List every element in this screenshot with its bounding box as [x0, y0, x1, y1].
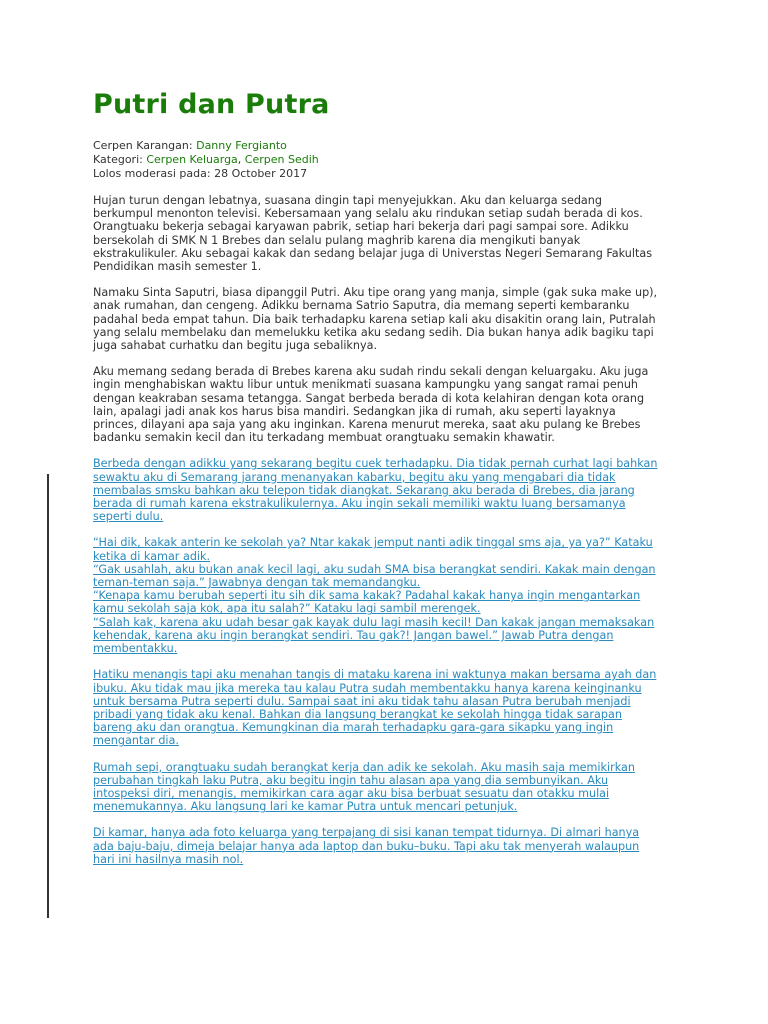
category-line [93, 153, 663, 167]
category-separator: , [237, 153, 242, 166]
category-label: Kategori: [93, 153, 143, 166]
quoted-paragraph: “Hai dik, kakak anterin ke sekolah ya? Ntar kakak jemput nanti adik tinggal sms aja, ya ya?” Kataku ketika di kamar adik. “Gak usahlah, aku bukan anak kecil lagi, aku sudah SMA bisa berangkat sendiri. Kakak main dengan teman-teman saja.” Jawabnya dengan tak memandangku. “Kenapa kamu berubah seperti itu sih dik sama kakak? Padahal kakak hanya ingin mengantarkan kamu sekolah saja kok, apa itu salah?” Kataku lagi sambil merengek. “Salah kak, karena aku udah besar gak kayak dulu lagi masih kecil! Dan kakak jangan memaksakan kehendak, karena aku ingin berangkat sendiri. Tau gak?! Jangan bawel.” Jawab Putra dengan membentakku. [93, 536, 656, 656]
category-link-sedih[interactable]: Cerpen Sedih [244, 153, 319, 166]
quoted-paragraph: Di kamar, hanya ada foto keluarga yang terpajang di sisi kanan tempat tidurnya. Di almari hanya ada baju-baju, dimeja belajar hanya ada laptop dan buku–buku. Tapi aku tak menyerah walaupun hari ini hasilnya masih nol. [93, 826, 640, 866]
quoted-paragraph: Berbeda dengan adikku yang sekarang begitu cuek terhadapku. Dia tidak pernah curhat lagi bahkan sewaktu aku di Semarang jarang menanyakan kabarku, begitu aku yang mengabari dia tidak membalas smsku bahkan aku telepon tidak diangkat. Sekarang aku berada di Brebes, dia jarang berada di rumah karena ekstrakulikulernya. Aku ingin sekali memiliki waktu luang bersamanya seperti dulu. [93, 457, 658, 524]
paragraph: Hujan turun dengan lebatnya, suasana dingin tapi menyejukkan. Aku dan keluarga sedang berkumpul menonton televisi. Kebersamaan yang selalu aku rindukan setiap sudah berada di kos. Orangtuaku bekerja sebagai karyawan pabrik, setiap hari bekerja dari pagi sampai sore. Adikku bersekolah di SMK N 1 Brebes dan selalu pulang maghrib karena dia mengikuti banyak ekstrakulikuler. Aku sebagai kakak dan sedang belajar juga di Universtas Negeri Semarang Fakultas Pendidikan masih semester 1. [93, 194, 653, 274]
author-line [93, 139, 663, 153]
moderation-date: Lolos moderasi pada: 28 October 2017 [93, 167, 308, 180]
quoted-paragraph: Rumah sepi, orangtuaku sudah berangkat kerja dan adik ke sekolah. Aku masih saja memikirkan perubahan tingkah laku Putra, aku begitu ingin tahu alasan apa yang dia sembunyikan. Aku intospeksi diri, menangis, memikirkan cara agar aku bisa berbuat sesuatu dan otakku mulai menemukannya. Aku langsung lari ke kamar Putra untuk mencari petunjuk. [93, 760, 635, 814]
article-meta [93, 139, 663, 181]
author-link[interactable]: Danny Fergianto [196, 139, 287, 152]
article-title: Putri dan Putra [93, 89, 330, 120]
author-label: Cerpen Karangan: [93, 139, 193, 152]
article [93, 88, 663, 866]
quoted-paragraph: Hatiku menangis tapi aku menahan tangis di mataku karena ini waktunya makan bersama ayah dan ibuku. Aku tidak mau jika mereka tau kalau Putra sudah membentakku hanya karena keinginanku untuk bersama Putra seperti dulu. Sampai saat ini aku tidak tahu alasan Putra berubah menjadi pribadi yang tidak aku kenal. Bahkan dia langsung berangkat ke sekolah hingga tidak sarapan bareng aku dan orangtua. Kemungkinan dia marah terhadapku gara-gara sikapku yang ingin mengantar dia. [93, 668, 657, 748]
paragraph: Aku memang sedang berada di Brebes karena aku sudah rindu sekali dengan keluargaku. Aku juga ingin menghabiskan waktu libur untuk menikmati suasana kampungku yang sangat ramai penuh dengan keakraban sesama tetangga. Sangat berbeda berada di kota kelahiran dengan kota orang lain, apalagi jadi anak kos harus bisa mandiri. Sedangkan jika di rumah, aku seperti layaknya princes, dilayani apa saja yang aku inginkan. Karena menurut mereka, saat aku pulang ke Brebes badanku semakin kecil dan itu terkadang membuat orangtuaku semakin khawatir. [93, 365, 649, 445]
quote-bar [47, 474, 49, 918]
quoted-section [93, 457, 663, 865]
paragraph: Namaku Sinta Saputri, biasa dipanggil Putri. Aku tipe orang yang manja, simple (gak suka make up), anak rumahan, dan cengeng. Adikku bernama Satrio Saputra, dia memang seperti kembaranku padahal beda empat tahun. Dia baik terhadapku karena setiap kali aku disakitin orang lain, Putralah yang selalu membelaku dan memelukku ketika aku sedang sedih. Dia bukan hanya adik bagiku tapi juga sahabat curhatku dan begitu juga sebaliknya. [93, 286, 658, 353]
category-link-keluarga[interactable]: Cerpen Keluarga [146, 153, 238, 166]
